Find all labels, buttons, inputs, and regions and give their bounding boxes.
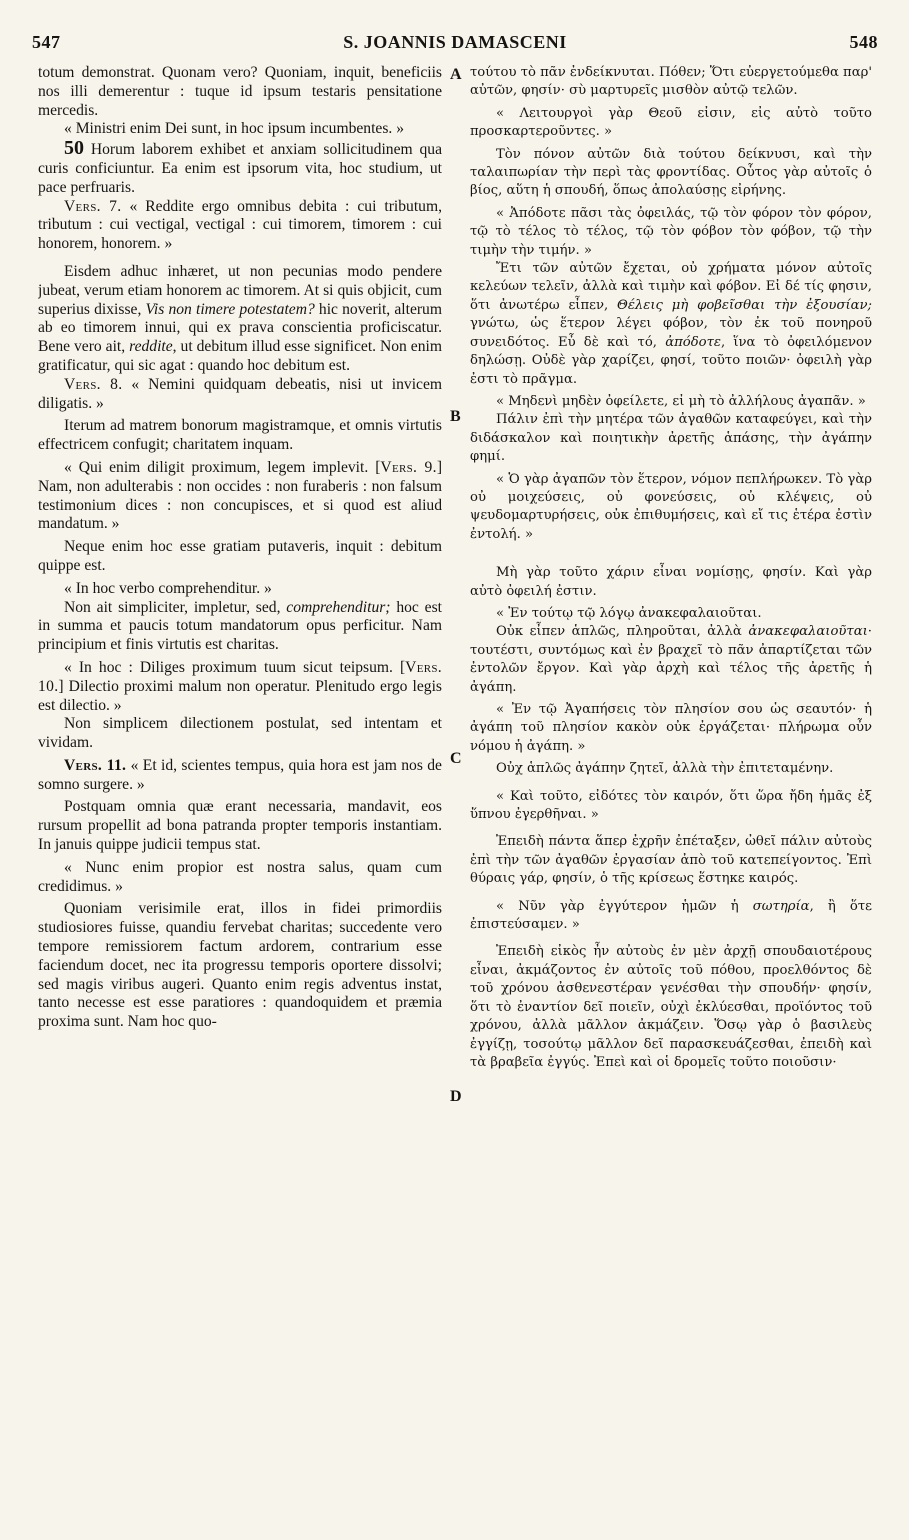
greek-paragraph: Οὐχ ἁπλῶς ἀγάπην ζητεῖ, ἀλλὰ τὴν ἐπιτεταμένην.	[496, 761, 834, 777]
greek-column	[470, 64, 872, 1524]
verse-label: Vers. 7.	[64, 197, 122, 215]
greek-quote: « Ἐν τῷ Ἀγαπήσεις τὸν πλησίον σου ὡς σεαυτόν· ἡ ἀγάπη τοῦ πλησίον κακὸν οὐκ ἐργάζεται· πλήρωμα οὖν νόμου ἡ ἀγάπη. »	[470, 702, 872, 754]
verse-label: Vers. 10.	[38, 658, 442, 695]
greek-quote: « Μηδενὶ μηδὲν ὀφείλετε, εἰ μὴ τὸ ἀλλήλους ἀγαπᾶν. »	[496, 393, 866, 409]
margin-marker-a: A	[450, 66, 462, 83]
latin-paragraph: totum demonstrat. Quonam vero? Quoniam, inquit, beneficiis nos illi demerentur : tuque id ipsum testaris pensitatione mercedis.	[38, 64, 442, 119]
greek-paragraph: Τὸν πόνον αὐτῶν διὰ τούτου δείκνυσι, καὶ τὴν ταλαιπωρίαν τὴν περὶ τὰς φροντίδας. Οὗτος γὰρ αὐτοῖς ὁ βίος, αὕτη ἡ σπουδή, ὅπως ἀπολαύσῃς εἰρήνης.	[470, 146, 872, 199]
latin-paragraph: Non simplicem dilectionem postulat, sed intentam et vividam.	[38, 715, 442, 752]
greek-paragraph: Ἔτι τῶν αὐτῶν ἔχεται, οὐ χρήματα μόνον αὐτοῖς κελεύων τελεῖν, ἀλλὰ καὶ τιμὴν καὶ φόβον. Εἰ δέ τίς φησιν, ὅτι ἀνωτέρω εἶπεν, Θέλεις μὴ φοβεῖσθαι τὴν ἐξουσίαν; γνώτω, ὡς ἕτερον λέγει φόβον, τὸν ἐκ τοῦ πονηροῦ συνειδότος. Εὖ δὲ καὶ τό, ἀπόδοτε, ἵνα τὸ ὀφειλόμενον δηλώσῃ. Οὐδὲ γὰρ χαρίζει, φησί, τοῦτο ποιῶν· ὀφειλὴ γὰρ ἐστι τὸ πρᾶγμα.	[470, 261, 872, 387]
greek-quote: « Λειτουργοὶ γὰρ Θεοῦ εἰσιν, εἰς αὐτὸ τοῦτο προσκαρτεροῦντες. »	[470, 105, 872, 140]
latin-paragraph: Quoniam verisimile erat, illos in fidei primordiis studiosiores fuisse, quandiu fervebat charitas; succedente vero tempore remissiorem factum ardorem, contrarium esse faciendum docet, nec ita progressu temporis oportere dissolvi; sed magis viribus augeri. Quanto enim regis adventus instat, tanto necesse est esse paratiores : quandoquidem et præmia proxima sunt. Nam hoc quo-	[38, 900, 442, 1031]
latin-paragraph: Non ait simpliciter, impletur, sed, comprehenditur; hoc est in summa et paucis totum mandatorum opus perficitur. Nam principium et finis virtutis est charitas.	[38, 598, 442, 654]
latin-verse: Vers. 7. « Reddite ergo omnibus debita : cui tributum, tributum : cui vectigal, vectigal : cui timorem, timorem : cui honorem, honorem. »	[38, 197, 442, 253]
greek-quote: « Ὁ γὰρ ἀγαπῶν τὸν ἕτερον, νόμον πεπλήρωκεν. Τὸ γὰρ οὐ μοιχεύσεις, οὐ φονεύσεις, οὐ κλέψεις, οὐ ψευδομαρτυρήσεις, οὐκ ἐπιθυμήσεις, καὶ εἴ τις ἑτέρα ἐστὶν ἐντολή. »	[470, 471, 872, 542]
latin-verse: « In hoc : Diliges proximum tuum sicut teipsum. [Vers. 10.] Dilectio proximi malum non operatur. Plenitudo ergo legis est dilectio. »	[38, 658, 442, 714]
verse-label: Vers. 9.	[380, 458, 437, 476]
verse-label: Vers. 11.	[64, 756, 127, 774]
latin-column	[38, 64, 442, 1524]
greek-quote: « Ἐν τούτῳ τῷ λόγῳ ἀνακεφαλαιοῦται.	[496, 605, 762, 621]
page-number-left: 547	[32, 32, 61, 52]
latin-paragraph: Neque enim hoc esse gratiam putaveris, inquit : debitum quippe est.	[38, 538, 442, 574]
latin-paragraph: Eisdem adhuc inhæret, ut non pecunias modo pendere jubeat, verum etiam honorem ac timorem. At si quis objicit, cum superius dixisse, Vis non timere potestatem? hic noverit, alterum ab eo timorem innui, qui ex prava conscientia proficiscatur. Bene vero ait, reddite, ut debitum illud esse significet. Non enim gratificatur, qui sic agat : quando hoc debitum est.	[38, 262, 442, 374]
latin-quote: « Nunc enim propior est nostra salus, quam cum credidimus. »	[38, 858, 442, 895]
greek-quote: « Καὶ τοῦτο, εἰδότες τὸν καιρόν, ὅτι ὥρα ἤδη ἡμᾶς ἐξ ὕπνου ἐγερθῆναι. »	[470, 788, 872, 823]
latin-verse: Vers. 11. « Et id, scientes tempus, quia hora est jam nos de somno surgere. »	[38, 756, 442, 793]
section-number: 50	[64, 137, 84, 160]
latin-paragraph: Iterum ad matrem bonorum magistramque, et omnis virtutis effectricem confugit; charitatem inquam.	[38, 417, 442, 454]
greek-paragraph: Μὴ γὰρ τοῦτο χάριν εἶναι νομίσῃς, φησίν. Καὶ γὰρ αὐτὸ ὀφειλή ἐστιν.	[470, 565, 872, 599]
margin-marker-d: D	[450, 1088, 462, 1105]
latin-quote: « In hoc verbo comprehenditur. »	[64, 579, 272, 597]
greek-quote: « Ἀπόδοτε πᾶσι τὰς ὀφειλάς, τῷ τὸν φόρον τὸν φόρον, τῷ τὸ τέλος τὸ τέλος, τῷ τὸν φόβον τὸν φόβον, τῷ τὴν τιμὴν τὴν τιμήν. »	[470, 205, 872, 258]
latin-quote: « Ministri enim Dei sunt, in hoc ipsum incumbentes. »	[64, 120, 405, 138]
verse-label: Vers. 8.	[64, 375, 123, 393]
running-header	[32, 30, 878, 56]
latin-paragraph: 50 Horum laborem exhibet et anxiam sollicitudinem qua curis conficiuntur. Ea enim est ipsorum vita, hoc studium, ut pace perfruaris.	[38, 137, 442, 196]
greek-paragraph: Ἐπειδὴ εἰκὸς ἦν αὐτοὺς ἐν μὲν ἀρχῇ σπουδαιοτέρους εἶναι, ἀκμάζοντος ἐν αὐτοῖς τοῦ πόθου, προελθόντος δὲ τοῦ χρόνου ἀσθενεστέραν γενέσθαι τὴν σπουδήν· φησίν, ὅτι τὸ ἐναντίον δεῖ ποιεῖν, οὐχὶ ἐκλύεσθαι, προϊόντος τοῦ χρόνου, ἀλλὰ μᾶλλον ἀκμάζειν. Ὅσῳ γὰρ ὁ βασιλεὺς ἐγγίζῃ, τοσούτῳ μᾶλλον δεῖ παρασκευάζεσθαι, ἐπειδὴ καὶ τὰ βραβεῖα ἐγγύς. Ἐπεὶ καὶ οἱ δρομεῖς τοῦτο ποιοῦσιν·	[470, 944, 872, 1070]
latin-verse: Vers. 8. « Nemini quidquam debeatis, nisi ut invicem diligatis. »	[38, 375, 442, 412]
greek-paragraph: Οὐκ εἶπεν ἁπλῶς, πληροῦται, ἀλλὰ ἀνακεφαλαιοῦται· τουτέστι, συντόμως καὶ ἐν βραχεῖ τὸ πᾶν ἀπαρτίζεται τῶν ἐντολῶν ἔργον. Καὶ γὰρ ἀρχὴ καὶ τέλος τῆς ἀρετῆς ἡ ἀγάπη.	[470, 624, 872, 695]
greek-paragraph: Πάλιν ἐπὶ τὴν μητέρα τῶν ἀγαθῶν καταφεύγει, καὶ τὴν διδάσκαλον καὶ ποιητικὴν ἀρετῆς ἁπάσης, τὴν ἀγάπην φημί.	[470, 412, 872, 465]
page-number-right: 548	[849, 32, 878, 52]
greek-quote: « Νῦν γὰρ ἐγγύτερον ἡμῶν ἡ σωτηρία, ἢ ὅτε ἐπιστεύσαμεν. »	[470, 898, 872, 933]
running-title: S. JOANNIS DAMASCENI	[343, 32, 567, 52]
latin-verse: « Qui enim diligit proximum, legem implevit. [Vers. 9.] Nam, non adulterabis : non occides : non furaberis : non falsum testimonium dices : non concupisces, et si quod est aliud mandatum. »	[38, 458, 442, 533]
margin-marker-c: C	[450, 750, 462, 767]
latin-paragraph: Postquam omnia quæ erant necessaria, mandavit, eos rursum propellit ad bona patranda propter temporis instantiam. In januis quippe judicii tempus stat.	[38, 798, 442, 854]
margin-marker-b: B	[450, 408, 461, 425]
greek-paragraph: Ἐπειδὴ πάντα ἅπερ ἐχρῆν ἐπέταξεν, ὠθεῖ πάλιν αὐτοὺς ἐπὶ τὴν τῶν ἀγαθῶν ἐργασίαν ἀπὸ τοῦ κατεπείγοντος. Ἐπὶ θύραις γάρ, φησίν, ὁ τῆς κρίσεως ἕστηκε καιρός.	[470, 834, 872, 887]
greek-paragraph: τούτου τὸ πᾶν ἐνδείκνυται. Πόθεν; Ὅτι εὐεργετούμεθα παρ' αὐτῶν, φησίν· σὺ μαρτυρεῖς μισθὸν αὐτῷ τελῶν.	[470, 65, 872, 99]
